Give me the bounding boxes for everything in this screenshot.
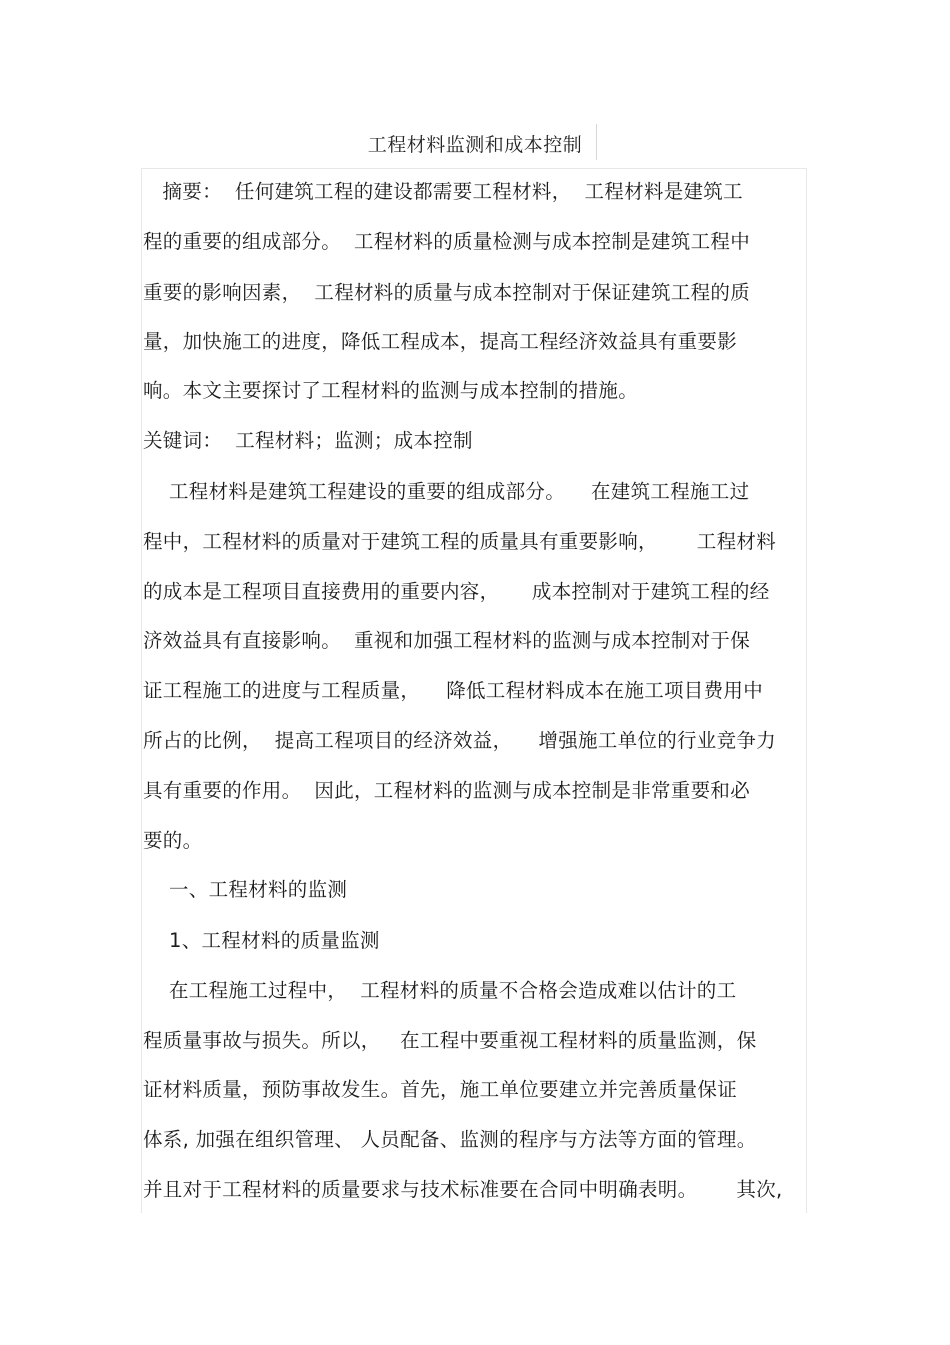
body-line: 证材料质量，预防事故发生。首先，施工单位要建立并完善质量保证: [143, 1078, 738, 1101]
section-heading: 一、工程材料的监测: [143, 878, 348, 901]
abstract-line-4: 量，加快施工的进度，降低工程成本，提高工程经济效益具有重要影: [143, 330, 738, 353]
body-line: 要的。: [143, 829, 203, 852]
body-line: 在工程施工过程中， 工程材料的质量不合格会造成难以估计的工: [143, 979, 737, 1002]
body-line: 所占的比例， 提高工程项目的经济效益， 增强施工单位的行业竞争力: [143, 729, 776, 752]
subsection-heading: 1、工程材料的质量监测: [143, 929, 380, 952]
body-line: 并且对于工程材料的质量要求与技术标准要在合同中明确表明。 其次,: [143, 1178, 783, 1201]
abstract-line-5: 响。本文主要探讨了工程材料的监测与成本控制的措施。: [143, 379, 639, 402]
body-line: 具有重要的作用。 因此，工程材料的监测与成本控制是非常重要和必: [143, 779, 750, 802]
body-line: 体系, 加强在组织管理、 人员配备、监测的程序与方法等方面的管理。: [143, 1128, 757, 1151]
keywords-line: 关键词： 工程材料；监测；成本控制: [143, 429, 473, 452]
body-line: 济效益具有直接影响。 重视和加强工程材料的监测与成本控制对于保: [143, 629, 750, 652]
abstract-line-2: 程的重要的组成部分。 工程材料的质量检测与成本控制是建筑工程中: [143, 230, 750, 253]
body-line: 工程材料是建筑工程建设的重要的组成部分。 在建筑工程施工过: [143, 480, 750, 503]
document-title: 工程材料监测和成本控制: [367, 134, 583, 156]
body-line: 程质量事故与损失。所以， 在工程中要重视工程材料的质量监测，保: [143, 1029, 757, 1052]
body-line: 的成本是工程项目直接费用的重要内容， 成本控制对于建筑工程的经: [143, 580, 770, 603]
body-line: 程中，工程材料的质量对于建筑工程的质量具有重要影响， 工程材料: [143, 530, 776, 553]
abstract-line-3: 重要的影响因素， 工程材料的质量与成本控制对于保证建筑工程的质: [143, 281, 750, 304]
body-line: 证工程施工的进度与工程质量， 降低工程材料成本在施工项目费用中: [143, 679, 763, 702]
abstract-line-1: 摘要： 任何建筑工程的建设都需要工程材料， 工程材料是建筑工: [143, 180, 743, 203]
